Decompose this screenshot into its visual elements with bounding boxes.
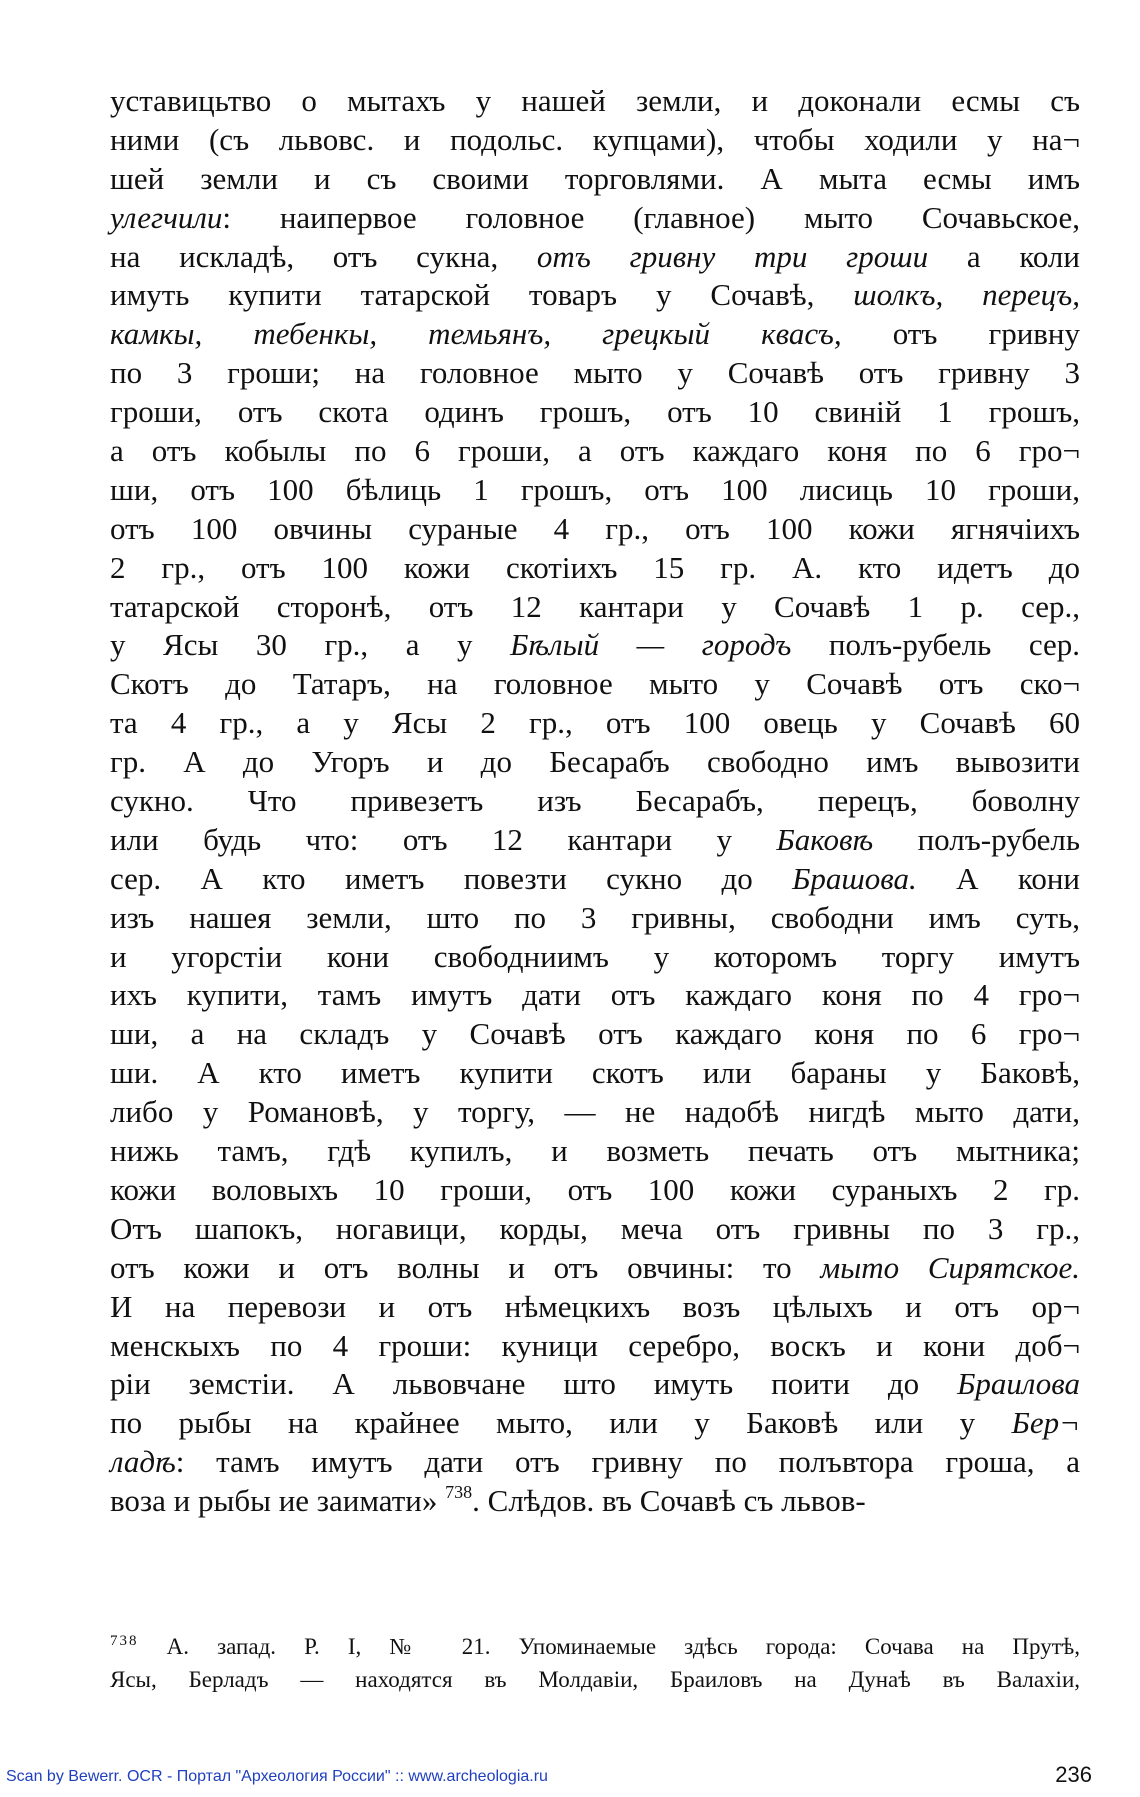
text-segment: полъ-рубель [873,821,1080,857]
text-line: изъ нашея земли, што по 3 гривны, свободни имъ суть, [110,899,1080,935]
text-line: сукно. Что привезетъ изъ Бесарабъ, перецъ, боволну [110,783,1080,819]
italic-term: улегчили [110,199,223,235]
source-credit: Scan by Bewerr. OCR - Портал "Археология России" :: www.archeologia.ru [6,1768,548,1785]
italic-term: Бер¬ [1011,1405,1080,1441]
text-line: и угорстіи кони свободниимъ у которомъ торгу имутъ [110,938,1080,974]
italic-term: Баковѣ [776,821,874,857]
text-line: уставицьтво о мытахъ у нашей земли, и доконали есмы съ [110,83,1080,118]
italic-term: отъ гривну три гроши [536,238,929,274]
text-line [110,1404,1080,1443]
text-line: гроши, отъ скота одинъ грошъ, отъ 10 свиній 1 грошъ, [110,394,1080,430]
text-line: по 3 гроши; на головное мыто у Сочавѣ отъ гривну 3 [110,355,1080,391]
text-line: 2 гр., отъ 100 кожи скотіихъ 15 гр. А. кто идетъ до [110,549,1080,585]
text-segment: имуть купити татарской товаръ у Сочавѣ, [110,277,854,313]
text-segment: у Ясы 30 гр., а у [110,627,511,663]
text-line: Скотъ до Татаръ, на головное мыто у Сочавѣ отъ ско¬ [110,666,1080,702]
text-segment: А кони [916,860,1080,896]
footnote-mark: 738 [110,1633,139,1649]
text-line: отъ 100 овчины сураные 4 гр., отъ 100 кожи ягнячіихъ [110,510,1080,546]
italic-term: Бѣлый — городъ [510,627,792,663]
text-line: менскыхъ по 4 гроши: куници серебро, воскъ и кони доб¬ [110,1327,1080,1363]
italic-term: Браилова [957,1366,1080,1402]
italic-term: мыто Сирятское. [820,1249,1080,1285]
text-segment: сер. А кто иметъ повезти сукно до [110,860,793,896]
text-line [110,1365,1080,1404]
text-segment: ріи земстіи. А львовчане што имуть поити до [110,1366,958,1402]
text-line: кожи воловыхъ 10 гроши, отъ 100 кожи сураныхъ 2 гр. [110,1171,1080,1207]
text-segment: или будь что: отъ 12 кантари у [110,821,777,857]
text-line: И на перевози и отъ нѣмецкихъ возъ цѣлыхъ и отъ ор¬ [110,1288,1080,1324]
text-line [110,315,1080,354]
text-segment: отъ гривну [841,316,1081,352]
text-segment: полъ-рубель сер. [791,627,1080,663]
text-line: татарской сторонѣ, отъ 12 кантари у Сочавѣ 1 р. сер., [110,588,1080,624]
footnote-line: Ясы, Берладъ — находятся въ Молдавіи, Браиловъ на Дунаѣ въ Валахіи, [110,1667,1080,1692]
text-line [110,1249,1080,1288]
footnote [110,1630,1080,1696]
text-line [110,276,1080,315]
body-text [110,82,1080,1521]
text-segment: : наипервое головное (главное) мыто Сочавьское, [222,199,1080,235]
footnote-text: А. запад. Р. I, № 21. Упоминаемые здѣсь города: Сочава на Прутѣ, [166,1634,1080,1659]
footnote-reference: 738 [445,1482,473,1503]
page-number: 236 [1055,1762,1092,1787]
text-line: нижь тамъ, гдѣ купилъ, и возметь печать отъ мытника; [110,1133,1080,1169]
text-line: ихъ купити, тамъ имутъ дати отъ каждаго коня по 4 гро¬ [110,977,1080,1013]
text-line: ши, а на складъ у Сочавѣ отъ каждаго коня по 6 гро¬ [110,1016,1080,1052]
text-line: ними (съ львовс. и подольс. купцами), чтобы ходили у на¬ [110,121,1080,157]
text-line [110,238,1080,277]
text-segment: : тамъ имутъ дати отъ гривну по полъвтора гроша, а [175,1444,1080,1480]
text-segment: на искладѣ, отъ сукна, [110,238,537,274]
text-line [110,821,1080,860]
text-segment: по рыбы на крайнее мыто, или у Баковѣ или у [110,1405,1012,1441]
italic-term: ладѣ [110,1444,176,1480]
text-line [110,860,1080,899]
text-line: та 4 гр., а у Ясы 2 гр., отъ 100 овець у Сочавѣ 60 [110,705,1080,741]
text-line: либо у Романовѣ, у торгу, — не надобѣ нигдѣ мыто дати, [110,1094,1080,1130]
text-line: шей земли и съ своими торговлями. А мыта есмы имъ [110,160,1080,196]
footnote-line [110,1630,1080,1663]
text-line [110,1443,1080,1482]
text-line: ши. А кто иметъ купити скотъ или бараны у Баковѣ, [110,1055,1080,1091]
text-line: гр. А до Угоръ и до Бесарабъ свободно имъ вывозити [110,744,1080,780]
text-segment: отъ кожи и отъ волны и отъ овчины: то [110,1249,821,1285]
text-line: Отъ шапокъ, ногавици, корды, меча отъ гривны по 3 гр., [110,1210,1080,1246]
text-line: а отъ кобылы по 6 гроши, а отъ каждаго коня по 6 гро¬ [110,433,1080,469]
italic-term: камкы, тебенкы, темьянъ, грецкый квасъ, [110,316,842,352]
italic-term: шолкъ, перецъ, [853,277,1080,313]
text-segment: . Слѣдов. въ Сочавѣ съ львов- [472,1483,866,1519]
italic-term: Брашова. [792,860,917,896]
text-line [110,626,1080,665]
text-segment: воза и рыбы ие заимати» [110,1483,446,1519]
text-segment: а коли [928,238,1080,274]
text-line [110,1482,1080,1521]
text-line: ши, отъ 100 бѣлиць 1 грошъ, отъ 100 лисиць 10 гроши, [110,471,1080,507]
text-line [110,199,1080,238]
